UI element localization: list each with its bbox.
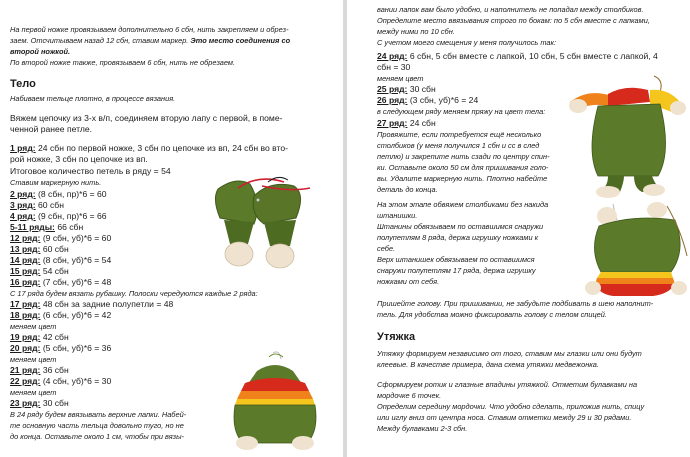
paw-left — [569, 99, 587, 113]
thread-top — [654, 76, 661, 92]
row-item: 13 ряд: 60 сбн — [10, 244, 69, 254]
leg-left-green — [215, 181, 257, 224]
leg-left-lower — [224, 220, 254, 244]
stage-line: снаружи полупетлям 17 ряда, держа игрушку — [377, 266, 536, 275]
foot-left — [596, 186, 620, 198]
shirt-red — [608, 88, 650, 106]
intro-line-2: заем. Отсчитываем назад 12 сбн, ставим маркер. Это место соединения со — [10, 36, 291, 45]
row-20: 20 ряд: (5 сбн, уб)*6 = 36 — [10, 343, 112, 353]
intro-highlight: Это место соединения со — [190, 36, 291, 45]
tight2-line-4: или иглу вниз от центра носа. Ставим отметки между 29 и 30 рядами. — [377, 413, 632, 422]
tight2-line-1: Сформируем ротик и глазные впадины утяжкой. Отметим булавками на — [377, 380, 638, 389]
intro-line-4: По второй ножке также, провязываем 6 сбн, нить не обрезаем. — [10, 58, 236, 67]
pants-edging-photo — [583, 200, 689, 300]
left-page — [0, 0, 343, 457]
shirt-note: С 17 ряда будем вязать рубашку. Полоски чередуются каждые 2 ряда: — [10, 289, 258, 298]
leg-right-lower — [264, 220, 296, 246]
sew-line-2: тель. Для удобства можно фиксировать голову с телом спицей. — [377, 310, 607, 319]
tip-line: ки. Оставьте около 50 см для пришивания голо- — [377, 163, 549, 172]
heading-body: Тело — [10, 78, 36, 90]
tail-line-1: В 24 ряду будем ввязывать верхние лапки. Набей- — [10, 410, 187, 419]
body-green — [592, 104, 666, 176]
stage-line: ножками от себя. — [377, 277, 440, 286]
row-item: 2 ряд: (8 сбн, пр)*6 = 60 — [10, 189, 107, 199]
tight1-line-1: Утяжку формируем независимо от того, ставим мы глазки или они будут — [377, 349, 642, 358]
row-item: 16 ряд: (7 сбн, уб)*6 = 48 — [10, 277, 112, 287]
row-21: 21 ряд: 36 сбн — [10, 365, 69, 375]
next-row-note: в следующем ряду меняем пряжу на цвет тела: — [377, 107, 546, 116]
chain-line-1: Вяжем цепочку из 3-х в/п, соединяем вторую лапу с первой, в поме- — [10, 113, 283, 123]
stripe-orange — [595, 278, 675, 284]
total-stitches: Итоговое количество петель в ряду = 54 — [10, 166, 171, 176]
foot-left-cream — [225, 242, 253, 266]
tight2-line-2: мордочке 6 точек. — [377, 391, 442, 400]
change-color-2: меняем цвет — [10, 355, 57, 364]
tight2-line-3: Определим середину мордочки. Что удобно сделать, приложив нить, спицу — [377, 402, 645, 411]
row-22: 22 ряд: (4 сбн, уб)*6 = 30 — [10, 376, 112, 386]
stripe-orange — [237, 391, 313, 399]
row-27: 27 ряд: 24 сбн — [377, 118, 436, 128]
row-24: 24 ряд: 6 сбн, 5 сбн вместе с лапкой, 10 сбн, 5 сбн вместе с лапкой, 4 — [377, 51, 658, 61]
change-color-1: меняем цвет — [10, 322, 57, 331]
needle-tip — [257, 199, 260, 202]
paw-left — [585, 281, 601, 295]
top-line-1: вании лапок вам было удобно, и наполнитель не попадал между столбиков. — [377, 5, 644, 14]
stage-line: Штанины обвязываем по оставшимся снаружи — [377, 222, 544, 231]
row-item: 15 ряд: 54 сбн — [10, 266, 69, 276]
fill-note: Набиваем тельце плотно, в процессе вязания. — [10, 94, 176, 103]
stage-line: штанишки. — [377, 211, 418, 220]
stage-line: себе. — [377, 244, 396, 253]
row-item: 4 ряд: (9 сбн, пр)*6 = 66 — [10, 211, 107, 221]
tip-line: Провяжите, если потребуется ещё несколько — [377, 130, 542, 139]
top-line-3: между ними по 10 сбн. — [377, 27, 455, 36]
stage-line: полупетлям 8 ряда, держа игрушку ножками к — [377, 233, 539, 242]
paw-right — [670, 101, 686, 115]
paw-right — [671, 281, 687, 295]
top-line-4: С учетом моего смещения у меня получилось так: — [377, 38, 557, 47]
tail-line-2: те основную часть тельца довольно туго, но не — [10, 421, 184, 430]
foot-right — [643, 184, 665, 196]
foot-top-right — [647, 202, 667, 218]
tight1-line-2: клеевые. В качестве примера, дана схема утяжки медвежонка. — [377, 360, 599, 369]
row-1-cont: рой ножке, 3 сбн по цепочке из вп. — [10, 154, 148, 164]
legs-joined-photo — [198, 174, 324, 270]
foot-right-cream — [266, 244, 294, 268]
tip-line: вы. Удалите маркерную нить. Плотно набейте — [377, 174, 548, 183]
tight2-line-5: Между булавками 2-3 сбн. — [377, 424, 468, 433]
body-shirt-photo — [223, 351, 327, 451]
row-item: 3 ряд: 60 сбн — [10, 200, 64, 210]
stripe-yellow — [235, 399, 315, 405]
row-25: 25 ряд: 30 сбн — [377, 84, 436, 94]
row-26: 26 ряд: (3 сбн, уб)*6 = 24 — [377, 95, 479, 105]
marker-note: Ставим маркерную нить. — [10, 178, 102, 187]
tip-line: петлю) и закрепите нить сзади по центру спин- — [377, 152, 550, 161]
row-item: 14 ряд: (8 сбн, уб)*6 = 54 — [10, 255, 112, 265]
stage-line: Верх штанишек обвязываем по оставшимся — [377, 255, 535, 264]
right-page — [347, 0, 690, 457]
intro-line-3: второй ножкой. — [10, 47, 71, 56]
chain-line-2: ченной ранее петле. — [10, 124, 93, 134]
row-18: 18 ряд: (6 сбн, уб)*6 = 42 — [10, 310, 112, 320]
stage-line: На этом этапе обвяжем столбиками без накида — [377, 200, 549, 209]
stripe-red — [595, 284, 675, 296]
arms-attached-photo — [568, 72, 688, 198]
foot-right — [292, 436, 314, 450]
sew-line-1: Пришейте голову. При пришивании, не забудьте подбивать в шею наполнит- — [377, 299, 654, 308]
tip-line: столбиков (у меня получился 1 сбн и сс в след — [377, 141, 540, 150]
foot-left — [236, 436, 258, 450]
row-23: 23 ряд: 30 сбн — [10, 398, 69, 408]
change-color-4: меняем цвет — [377, 74, 424, 83]
intro-line-1: На первой ножке провязываем дополнительно 6 сбн, нить закрепляем и обрез- — [10, 25, 289, 34]
tip-line: деталь до конца. — [377, 185, 438, 194]
change-color-3: меняем цвет — [10, 388, 57, 397]
pants-green — [594, 218, 680, 272]
row-17: 17 ряд: 48 сбн за задние полупетли = 48 — [10, 299, 174, 309]
heading-tightening: Утяжка — [377, 331, 416, 343]
row-24-cont: сбн = 30 — [377, 62, 411, 72]
row-item: 5-11 ряды: 66 сбн — [10, 222, 84, 232]
tail-line-3: до конца. Оставьте около 1 см, чтобы при вязы- — [10, 432, 185, 441]
row-item: 12 ряд: (9 сбн, уб)*6 = 60 — [10, 233, 112, 243]
row-19: 19 ряд: 42 сбн — [10, 332, 69, 342]
top-line-2: Определите место ввязывания строго по бокам: по 5 сбн вместе с лапками, — [377, 16, 650, 25]
stripe-yellow — [597, 272, 673, 278]
row-1: 1 ряд: 24 сбн по первой ножке, 3 сбн по цепочке из вп, 24 сбн во вто- — [10, 143, 288, 153]
